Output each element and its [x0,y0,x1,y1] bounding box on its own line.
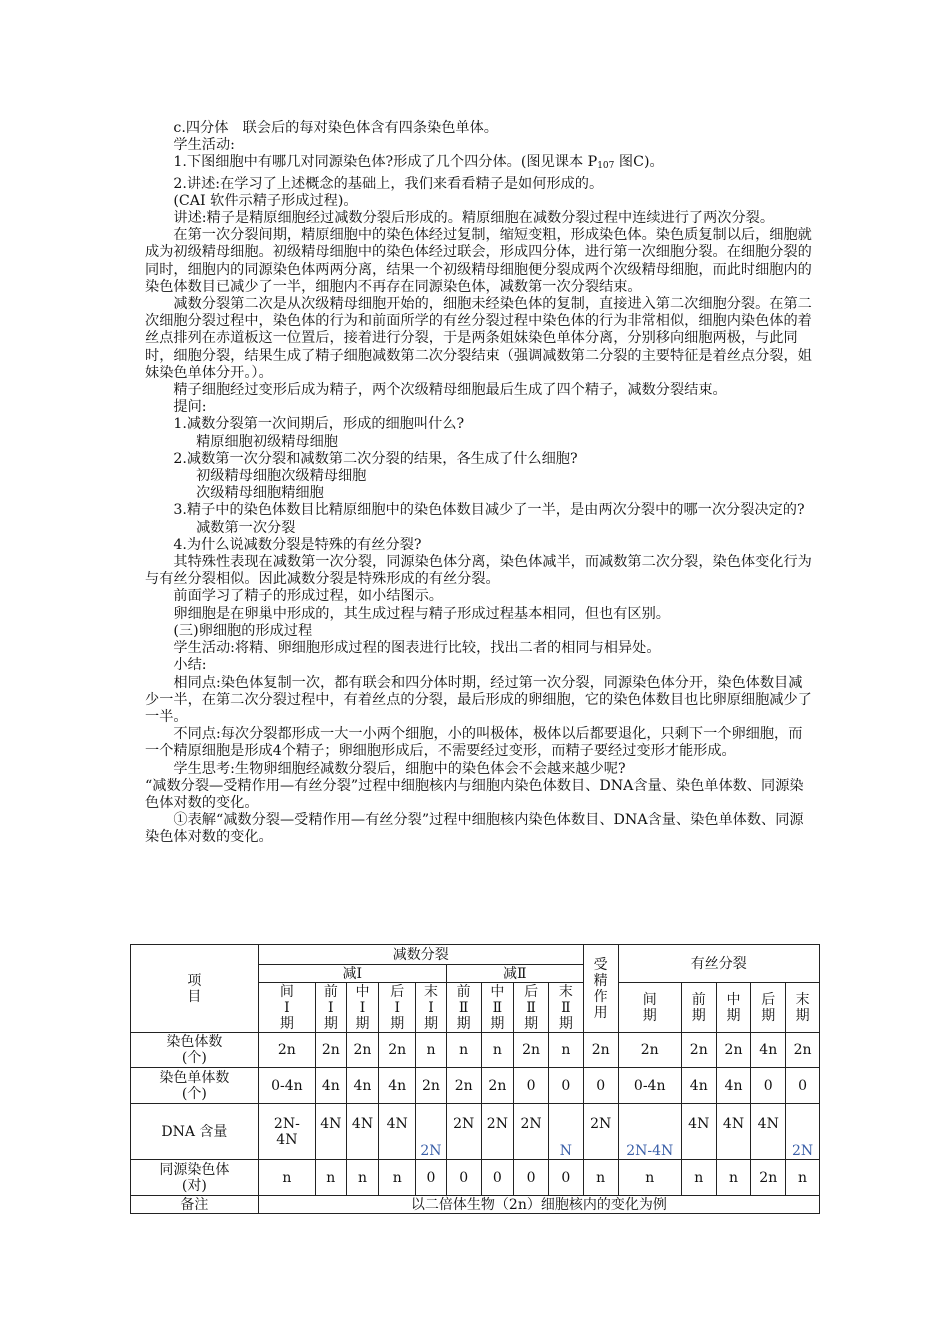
table-cell: 2N [514,1104,549,1160]
phase-header: 中 Ⅰ 期 [346,983,379,1033]
paragraph: “减数分裂—受精作用—有丝分裂”过程中细胞核内与细胞内染色体数目、DNA含量、染色单体数、同源染色体对数的变化。 [145,777,804,811]
table-cell: 0-4n [258,1068,315,1104]
table-cell: 4n [379,1068,416,1104]
paragraph: 次级精母细胞精细胞 [196,485,324,502]
meiosis-header: 减数分裂 [258,945,583,965]
table-cell: 2n [618,1033,681,1068]
paragraph: 在第一次分裂间期，精原细胞中的染色体经过复制，缩短变粗，形成染色体。染色质复制以后，细胞就成为初级精母细胞。初级精母细胞中的染色体经过联会，形成四分体，进行第一次细胞分裂。在细胞分裂的同时，细胞内的同源染色体两两分离，结果一个初级精母细胞便分裂成两个次级精母细胞，而此时细胞内的染色体数目已减少了一半，细胞内不再存在同源染色体，减数第一次分裂结束。 [145,227,812,295]
phase-header: 前 Ⅰ 期 [315,983,346,1033]
table-cell: n [315,1160,346,1196]
table-cell: 4N [716,1104,751,1160]
table-cell: 2n [681,1033,716,1068]
paragraph: 4.为什么说减数分裂是特殊的有丝分裂? [173,536,422,553]
phase-header: 前 Ⅱ 期 [446,983,481,1033]
table-cell: 4N [681,1104,716,1160]
table-cell: 2n [583,1033,618,1068]
table-cell: n [548,1033,583,1068]
paragraph: 学生活动: [173,137,235,154]
meiosis1-header: 减Ⅰ [258,965,446,983]
table-cell: 0-4n [618,1068,681,1104]
table-cell: 2n [315,1033,346,1068]
table-cell: n [583,1160,618,1196]
mitosis-header: 有丝分裂 [618,945,819,983]
paragraph: 相同点:染色体复制一次，都有联会和四分体时期，经过第一次分裂，同源染色体分开，染色体数目减少一半，在第二次分裂过程中，有着丝点的分裂，最后形成的卵细胞，它的染色体数目也比卵原细胞减少了一半。 [145,674,812,725]
phase-header: 中 Ⅱ 期 [481,983,514,1033]
table-cell: n [379,1160,416,1196]
paragraph: 学生思考:生物卵细胞经减数分裂后，细胞中的染色体会不会越来越少呢? [173,760,626,777]
phase-header: 后 Ⅱ 期 [514,983,549,1033]
table-cell: 0 [751,1068,786,1104]
table-cell: 2N [481,1104,514,1160]
phase-header: 末 Ⅱ 期 [548,983,583,1033]
paragraph: 其特殊性表现在减数第一次分裂，同源染色体分离，染色体减半，而减数第二次分裂，染色体变化行为与有丝分裂相似。因此减数分裂是特殊形成的有丝分裂。 [145,554,812,588]
table-cell: n [716,1160,751,1196]
table-cell: 2n [258,1033,315,1068]
fertilization-header: 受 精 作 用 [583,945,618,1033]
comparison-table [130,944,820,1214]
table-cell: 2n [379,1033,416,1068]
table-cell: 4N [315,1104,346,1160]
row-label: 同源染色体 (对) [131,1160,259,1196]
table-cell: 2N [786,1104,820,1160]
mitosis-phase-header: 中 期 [716,983,751,1033]
phase-header: 间 Ⅰ 期 [258,983,315,1033]
paragraph: 2.讲述:在学习了上述概念的基础上，我们来看看精子是如何形成的。 [173,175,604,192]
table-cell: 2n [416,1068,447,1104]
mitosis-phase-header: 后 期 [751,983,786,1033]
table-cell: 2n [514,1033,549,1068]
lesson-text [145,120,815,847]
mitosis-phase-header: 间 期 [618,983,681,1033]
table-cell: 0 [786,1068,820,1104]
paragraph: 1.减数分裂第一次间期后，形成的细胞叫什么? [173,416,465,433]
paragraph: 减数第一次分裂 [196,519,296,536]
table-cell: 4N [346,1104,379,1160]
table-cell: 2n [346,1033,379,1068]
table-cell: 0 [481,1160,514,1196]
paragraph: 精子细胞经过变形后成为精子，两个次级精母细胞最后生成了四个精子，减数分裂结束。 [173,382,727,399]
table-cell: 0 [548,1068,583,1104]
paragraph: 小结: [173,657,207,674]
table-cell: n [681,1160,716,1196]
paragraph: 1.下图细胞中有哪几对同源染色体?形成了几个四分体。(图见课本 $P_{107}$ 图C)。 [173,154,664,172]
table-cell: n [416,1033,447,1068]
table-cell: 4n [716,1068,751,1104]
paragraph: (CAI 软件示精子形成过程)。 [173,192,358,209]
row-label: 染色单体数 (个) [131,1068,259,1104]
paragraph: ①表解“减数分裂—受精作用—有丝分裂”过程中细胞核内染色体数目、DNA含量、染色单体数、同源染色体对数的变化。 [145,812,804,846]
paragraph: 精原细胞初级精母细胞 [196,433,338,450]
paragraph: 减数分裂第二次是从次级精母细胞开始的，细胞未经染色体的复制，直接进入第二次细胞分裂。在第二次细胞分裂过程中，染色体的行为和前面所学的有丝分裂过程中染色体的行为非常相似，细胞内染色体的着丝点排列在赤道板这一位置后，接着进行分裂，于是两条姐妹染色单体分离，分别移向细胞两极，与此同时，细胞分裂，结果生成了精子细胞减数第二次分裂结束（强调减数第二分裂的主要特征是着丝点分裂，姐妹染色单体分开。）。 [145,296,812,381]
table-cell: n [786,1160,820,1196]
paragraph: c.四分体 联会后的每对染色体含有四条染色单体。 [173,120,498,136]
remark-label: 备注 [131,1196,259,1214]
table-cell: 2n [481,1068,514,1104]
paragraph: 学生活动:将精、卵细胞形成过程的图表进行比较，找出二者的相同与相异处。 [173,640,661,657]
table-cell: 0 [514,1068,549,1104]
paragraph: 提问: [173,399,207,416]
meiosis2-header: 减Ⅱ [446,965,583,983]
table-cell: n [258,1160,315,1196]
paragraph: 前面学习了精子的形成过程，如小结图示。 [173,588,443,605]
table-cell: 0 [416,1160,447,1196]
remark-text: 以二倍体生物（2n）细胞核内的变化为例 [258,1196,819,1214]
table-cell: N [548,1104,583,1160]
paragraph: 初级精母细胞次级精母细胞 [196,468,367,485]
table-cell: 4N [379,1104,416,1160]
table-cell: n [346,1160,379,1196]
item-header: 项 目 [131,945,259,1033]
paragraph: 不同点:每次分裂都形成一大一小两个细胞，小的叫极体，极体以后都要退化，只剩下一个卵细胞，而一个精原细胞是形成4个精子；卵细胞形成后，不需要经过变形，而精子要经过变形才能形成。 [145,726,803,760]
table-cell: 4n [751,1033,786,1068]
paragraph: 卵细胞是在卵巢中形成的，其生成过程与精子形成过程基本相同，但也有区别。 [173,605,670,622]
table-cell: 0 [548,1160,583,1196]
table-cell: 2N-4N [618,1104,681,1160]
table-cell: 2n [751,1160,786,1196]
table-cell: n [481,1033,514,1068]
paragraph: 讲述:精子是精原细胞经过减数分裂后形成的。精原细胞在减数分裂过程中连续进行了两次分裂。 [173,210,775,227]
table-cell: 2N- 4N [258,1104,315,1160]
table-cell: 2N [446,1104,481,1160]
table-cell: 4N [751,1104,786,1160]
table-cell: 2N [583,1104,618,1160]
table-cell: 0 [514,1160,549,1196]
table-cell: 0 [583,1068,618,1104]
row-label: 染色体数 (个) [131,1033,259,1068]
table-cell: 0 [446,1160,481,1196]
table-cell: 2N [416,1104,447,1160]
table-cell: 2n [786,1033,820,1068]
paragraph: 3.精子中的染色体数目比精原细胞中的染色体数目减少了一半，是由两次分裂中的哪一次分裂决定的? [173,502,805,519]
table-cell: 2n [446,1068,481,1104]
phase-header: 后 Ⅰ 期 [379,983,416,1033]
row-label: DNA 含量 [131,1104,259,1160]
mitosis-phase-header: 前 期 [681,983,716,1033]
phase-header: 末 Ⅰ 期 [416,983,447,1033]
table-cell: 2n [716,1033,751,1068]
paragraph: (三)卵细胞的形成过程 [173,622,313,639]
table-cell: 4n [346,1068,379,1104]
mitosis-phase-header: 末 期 [786,983,820,1033]
table-cell: n [618,1160,681,1196]
table-cell: 4n [681,1068,716,1104]
paragraph: 2.减数第一次分裂和减数第二次分裂的结果，各生成了什么细胞? [173,450,578,467]
table-cell: n [446,1033,481,1068]
table-cell: 4n [315,1068,346,1104]
